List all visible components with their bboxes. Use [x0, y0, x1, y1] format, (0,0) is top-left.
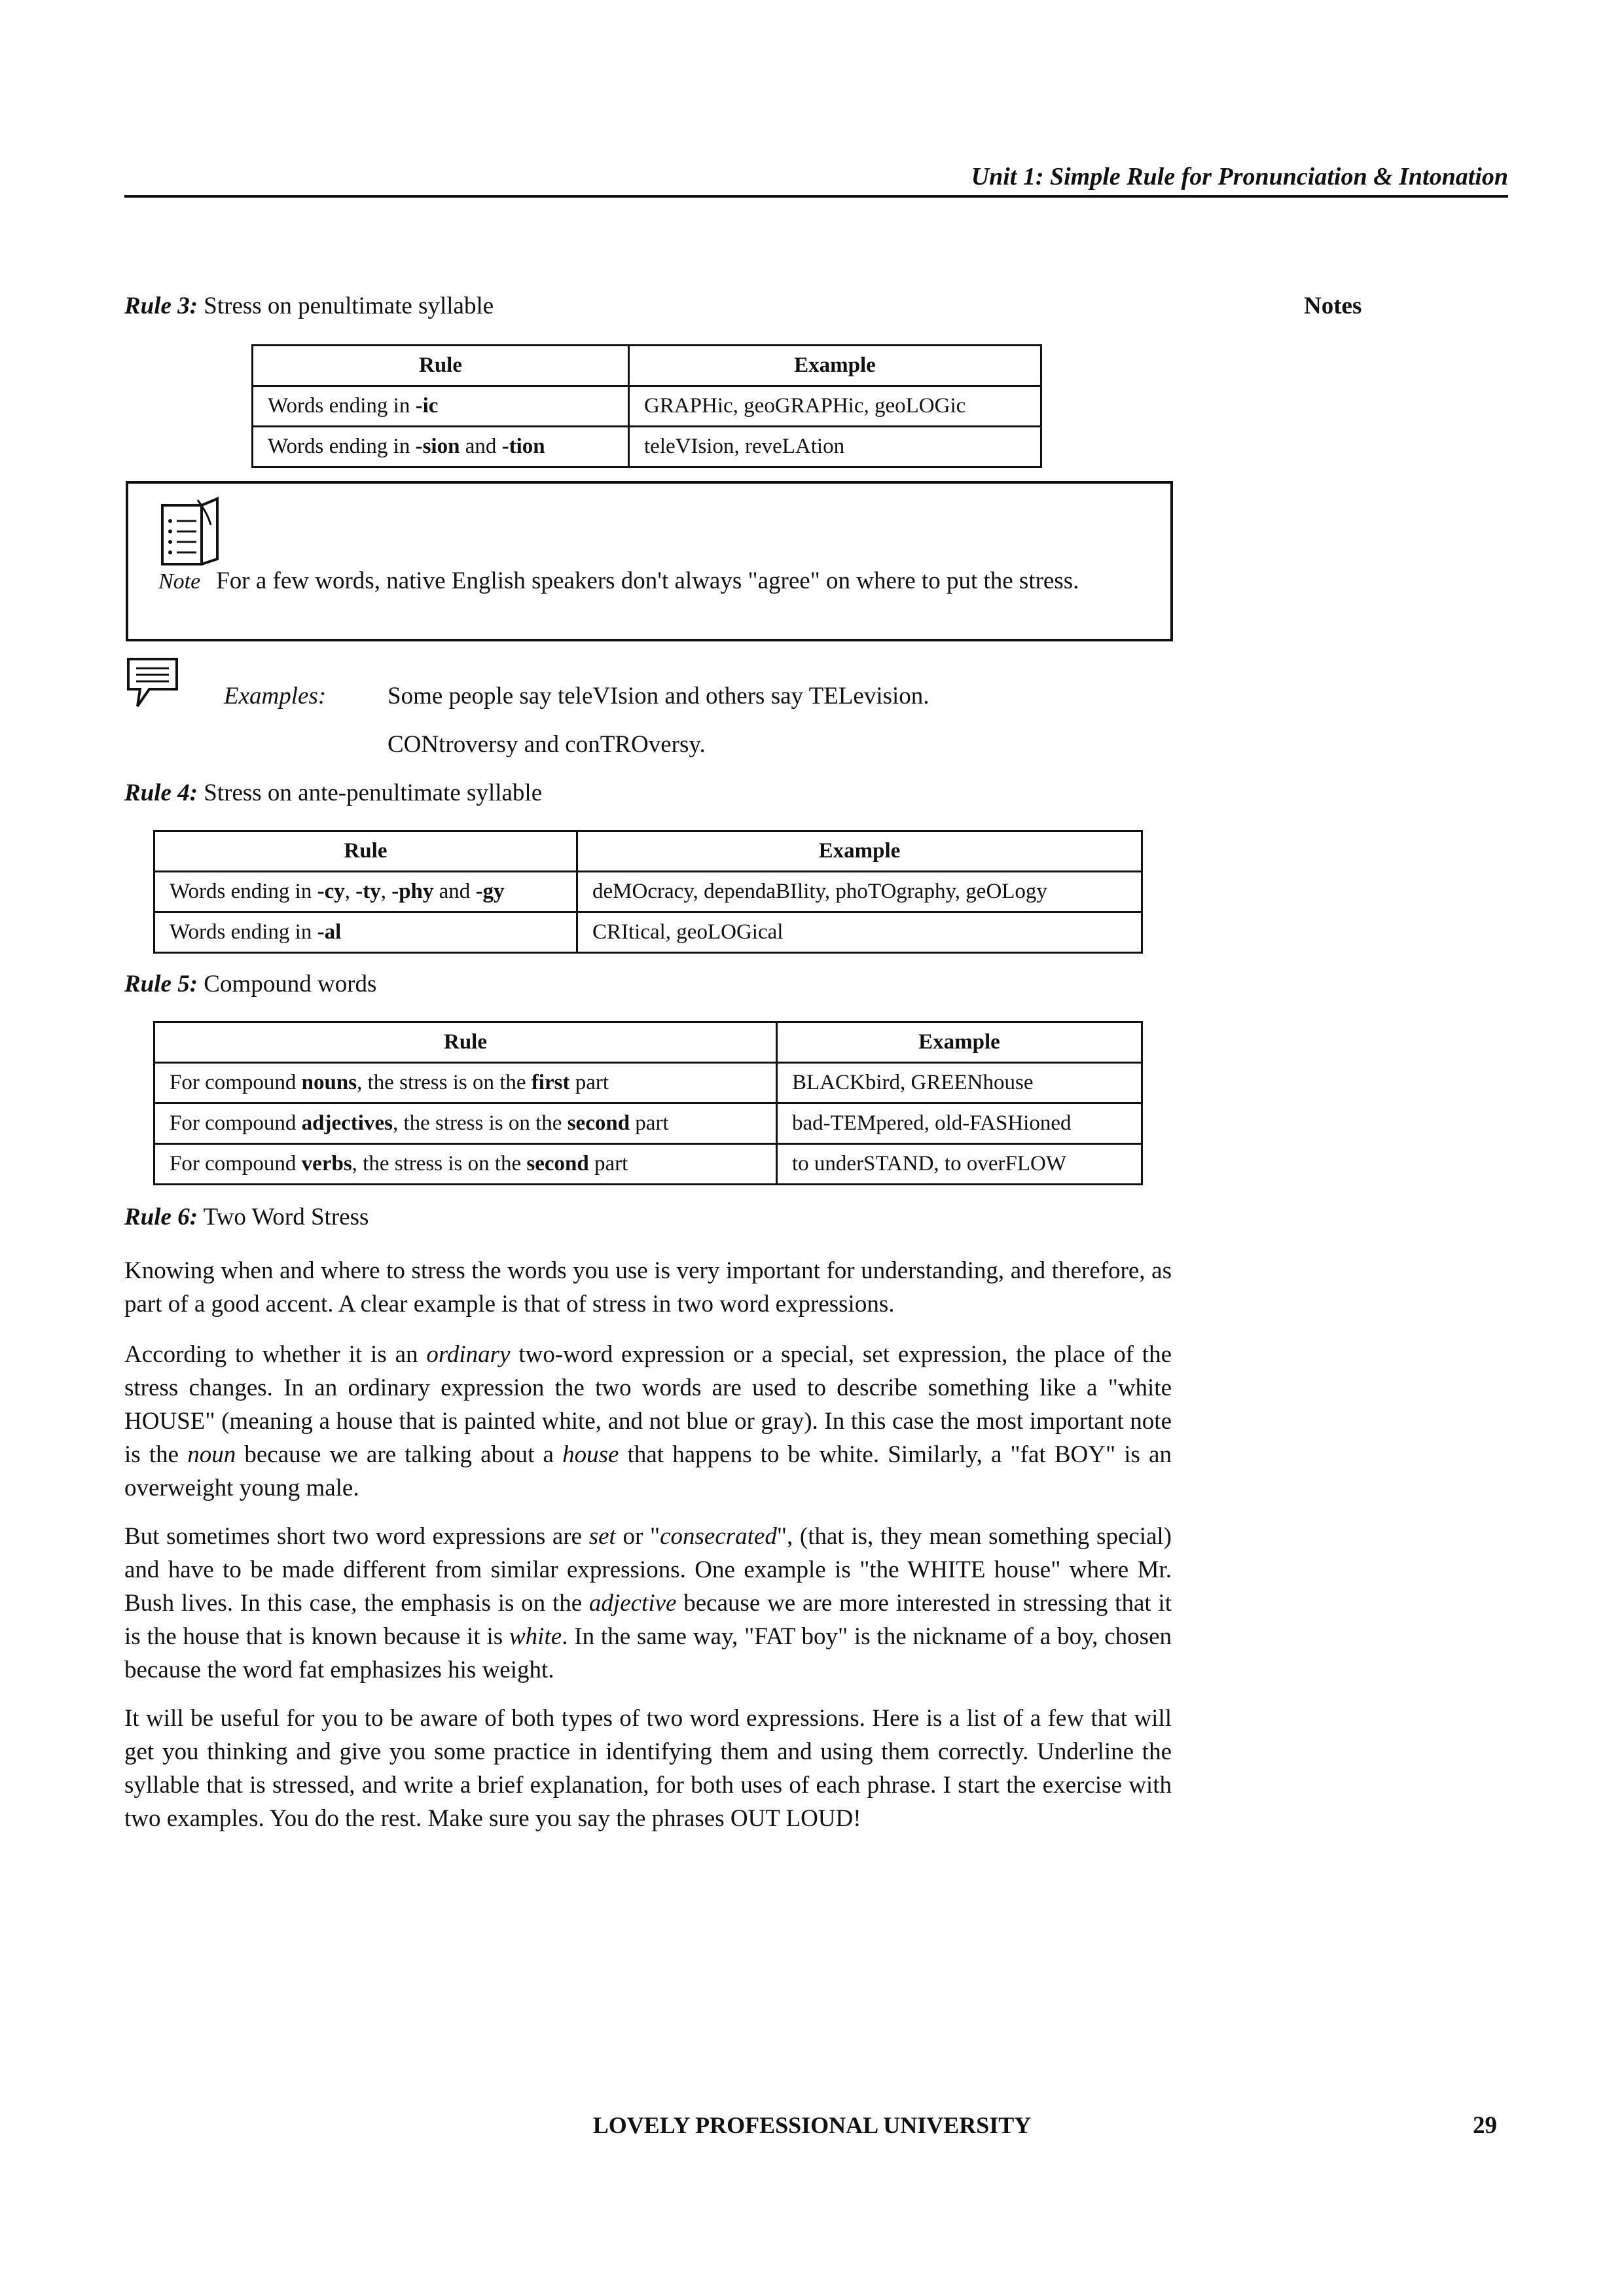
rule-4-number: Rule 4:	[124, 780, 198, 806]
rule-cell: Words ending in -ic	[253, 386, 629, 427]
example-cell: bad-TEMpered, old-FASHioned	[777, 1103, 1142, 1144]
rule-6-number: Rule 6:	[124, 1204, 198, 1230]
example-line-1: Some people say teleVIsion and others say TELevision.	[388, 683, 929, 709]
running-header: Unit 1: Simple Rule for Pronunciation & Intonation	[124, 161, 1508, 198]
table-header-row	[253, 346, 1041, 386]
rule-5-number: Rule 5:	[124, 971, 198, 997]
note-body: For a few words, native English speakers don't always "agree" on where to put the stress.	[216, 567, 1079, 594]
rule-3-table	[251, 344, 1042, 468]
table-row	[154, 912, 1142, 953]
rule-5-text: Compound words	[204, 971, 377, 997]
example-cell: teleVIsion, reveLAtion	[629, 427, 1041, 467]
table-row	[154, 1063, 1142, 1103]
rule-3-heading	[124, 292, 494, 320]
rule-3-text: Stress on penultimate syllable	[204, 293, 494, 319]
rule-cell: For compound verbs, the stress is on the second part	[154, 1144, 777, 1185]
example-cell: CRItical, geoLOGical	[577, 912, 1142, 953]
table-row	[253, 427, 1041, 467]
paragraph-1: Knowing when and where to stress the words you use is very important for understanding, and therefore, as part of a good accent. A clear example is that of stress in two word expressions.	[124, 1257, 1172, 1318]
table-header-row	[154, 1022, 1142, 1063]
column-header-example: Example	[629, 346, 1041, 386]
rule-5-table	[153, 1021, 1143, 1185]
rule-cell: Words ending in -al	[154, 912, 577, 953]
notes-margin-label: Notes	[1304, 293, 1362, 319]
speech-bubble-icon	[126, 656, 179, 709]
example-cell: deMOcracy, dependaBIlity, phoTOgraphy, geOLogy	[577, 872, 1142, 912]
column-header-example: Example	[577, 831, 1142, 872]
table-row	[154, 1103, 1142, 1144]
column-header-rule: Rule	[253, 346, 629, 386]
table-row	[154, 872, 1142, 912]
page-number: 29	[1473, 2112, 1497, 2139]
note-text	[158, 563, 1153, 600]
paragraph-4: It will be useful for you to be aware of both types of two word expressions. Here is a list of a few that will get you thinking and give you some practice in identifying them and using them correctly. Underline the syllable that is stressed, and write a brief explanation, for both uses of each phrase. I start the exercise with two examples. You do the rest. Make sure you say the phrases OUT LOUD!	[124, 1705, 1172, 1832]
column-header-rule: Rule	[154, 1022, 777, 1063]
column-header-example: Example	[777, 1022, 1142, 1063]
rule-cell: For compound adjectives, the stress is on the second part	[154, 1103, 777, 1144]
example-line-2: CONtroversy and conTROversy.	[388, 731, 706, 758]
paragraph-2: According to whether it is an ordinary two-word expression or a special, set expression, the place of the stress changes. In an ordinary expression the two words are used to describe something like a "white HOUSE" (meaning a house that is painted white, and not blue or gray). In this case the most important note is the noun because we are talking about a house that happens to be white. Similarly, a "fat BOY" is an overweight young male.	[124, 1341, 1172, 1501]
rule-cell: Words ending in -cy, -ty, -phy and -gy	[154, 872, 577, 912]
column-header-rule: Rule	[154, 831, 577, 872]
table-header-row	[154, 831, 1142, 872]
footer-university: LOVELY PROFESSIONAL UNIVERSITY	[592, 2112, 1032, 2138]
example-cell: to underSTAND, to overFLOW	[777, 1144, 1142, 1185]
example-cell: BLACKbird, GREENhouse	[777, 1063, 1142, 1103]
examples-label: Examples:	[224, 683, 327, 709]
rule-6-text: Two Word Stress	[203, 1204, 369, 1230]
rule-6-heading	[124, 1203, 369, 1231]
rule-5-heading	[124, 970, 376, 998]
note-box	[126, 481, 1173, 641]
example-cell: GRAPHic, geoGRAPHic, geoLOGic	[629, 386, 1041, 427]
paragraph-3: But sometimes short two word expressions are set or "consecrated", (that is, they mean something special) and have to be made different from similar expressions. One example is "the WHITE house" where Mr. Bush lives. In this case, the emphasis is on the adjective because we are more interested in stressing that it is the house that is known because it is white. In the same way, "FAT boy" is the nickname of a boy, chosen because the word fat emphasizes his weight.	[124, 1523, 1172, 1683]
rule-cell: Words ending in -sion and -tion	[253, 427, 629, 467]
table-row	[253, 386, 1041, 427]
rule-4-table	[153, 830, 1143, 954]
rule-cell: For compound nouns, the stress is on the first part	[154, 1063, 777, 1103]
rule-4-heading	[124, 779, 542, 807]
rule-4-text: Stress on ante-penultimate syllable	[204, 780, 543, 806]
rule-3-number: Rule 3:	[124, 293, 198, 319]
table-row	[154, 1144, 1142, 1185]
note-label: Note	[158, 569, 201, 594]
note-book-icon	[158, 496, 225, 568]
